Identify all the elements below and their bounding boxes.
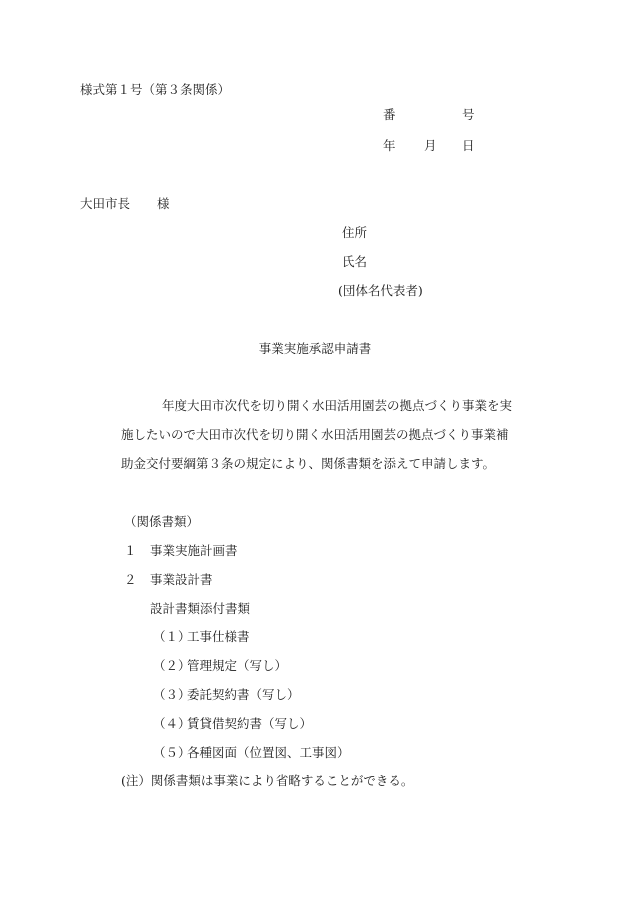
applicant-org-label: (団体名代表者) [338,283,423,298]
addressee-honorific: 様 [157,196,170,211]
documents-note: (注）関係書類は事業により省略することができる。 [121,773,414,788]
sub-document-number: （１） [153,629,191,644]
date-month-label: 月 [424,138,437,153]
sub-document-item [153,658,287,674]
document-item [124,572,213,588]
body-line-3: 助金交付要綱第３条の規定により、関係書類を添えて申請します。 [121,456,496,471]
document-item-label: 事業実施計画書 [150,543,238,558]
sub-document-label: 管理規定（写し） [187,658,288,673]
body-line-2: 施したいので大田市次代を切り開く水田活用園芸の拠点づくり事業補 [121,427,509,442]
date-day-label: 日 [462,138,475,153]
number-field-label-ban: 番 [383,107,396,122]
addressee-name: 大田市長 [80,196,131,211]
sub-document-item [153,687,300,703]
document-item-number: １ [124,543,137,558]
sub-document-label: 各種図面（位置図、工事図） [187,745,350,760]
sub-document-label: 工事仕様書 [187,629,250,644]
document-item-label: 事業設計書 [150,572,213,587]
body-line-1: 年度大田市次代を切り開く水田活用園芸の拠点づくり事業を実 [162,398,513,413]
date-year-label: 年 [383,138,396,153]
document-item [124,543,238,559]
sub-document-number: （３） [153,687,191,702]
sub-document-item [153,629,250,645]
applicant-address-label: 住所 [342,225,368,240]
sub-document-number: （２） [153,658,191,673]
sub-document-item [153,745,350,761]
attached-documents-subheading: 設計書類添付書類 [150,601,251,616]
related-documents-heading: （関係書類） [124,514,200,529]
form-number: 様式第１号（第３条関係） [80,82,231,97]
document-title: 事業実施承認申請書 [258,341,372,356]
applicant-name-label: 氏名 [342,254,368,269]
sub-document-item [153,716,312,732]
sub-document-number: （４） [153,716,191,731]
sub-document-label: 賃貸借契約書（写し） [187,716,313,731]
number-field-label-go: 号 [462,107,475,122]
sub-document-label: 委託契約書（写し） [187,687,300,702]
document-item-number: ２ [124,572,137,587]
sub-document-number: （５） [153,745,191,760]
